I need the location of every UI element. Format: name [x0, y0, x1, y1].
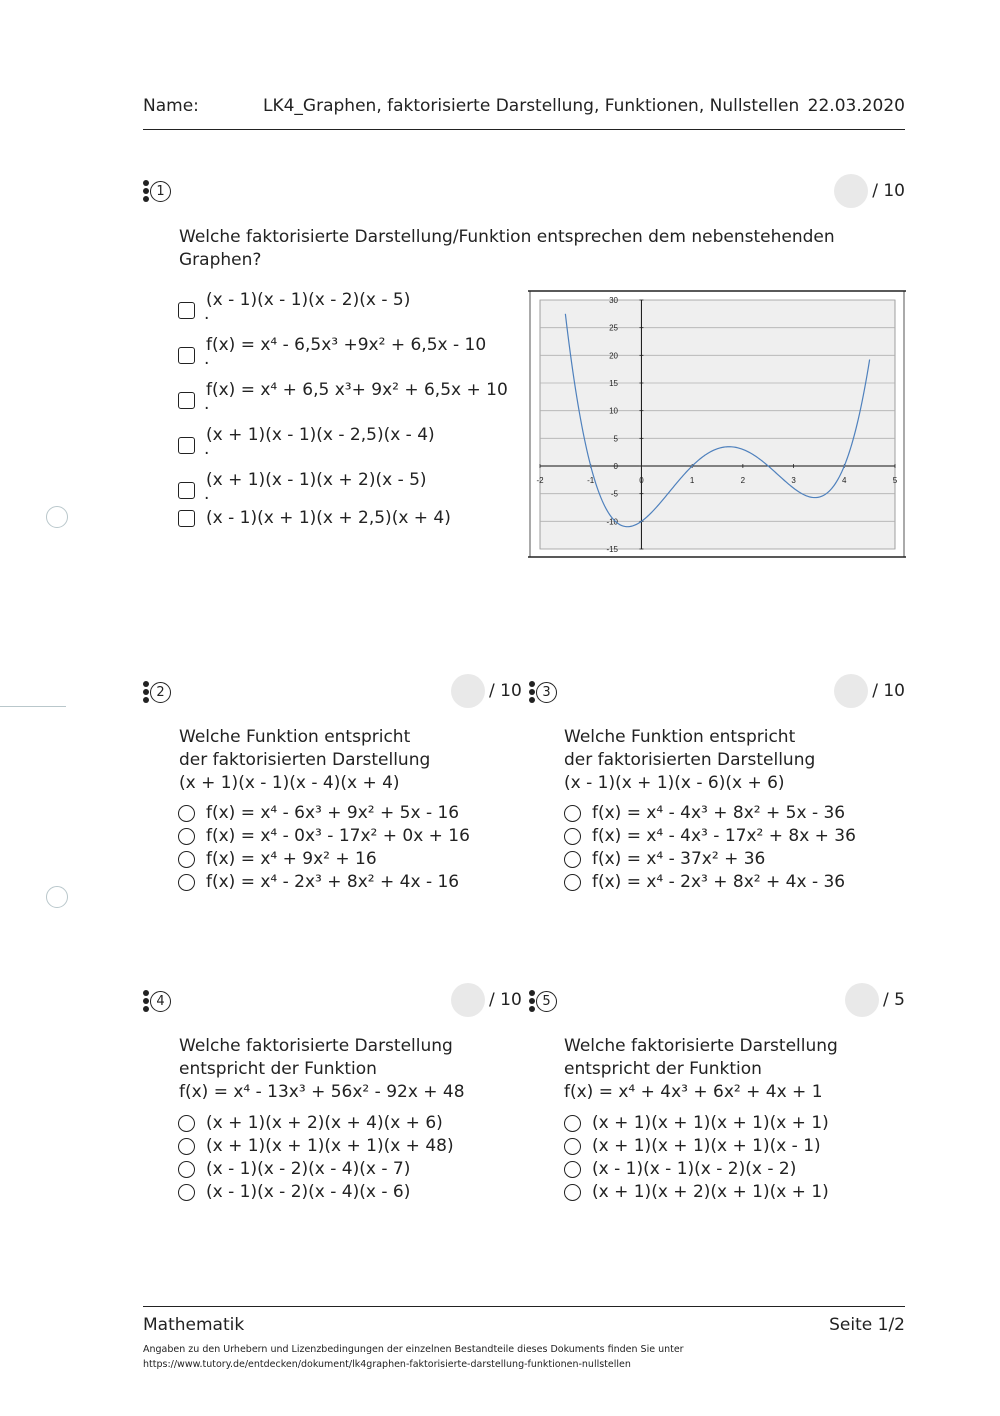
task-4-number [143, 990, 171, 1012]
radio-button[interactable] [564, 1184, 581, 1201]
question-line: Welche faktorisierte Darstellung [179, 1036, 453, 1056]
option-label: f(x) = x⁴ + 6,5 x³+ 9x² + 6,5x + 10 [206, 379, 508, 400]
x-tick-label: 1 [689, 476, 695, 485]
task-1-option[interactable] [178, 370, 508, 414]
task-number-circle: 4 [150, 991, 171, 1012]
task-dots-icon [143, 990, 149, 1012]
question-line: (x + 1)(x - 1)(x - 4)(x + 4) [179, 773, 400, 793]
question-line: (x - 1)(x + 1)(x - 6)(x + 6) [564, 773, 785, 793]
option-label: (x + 1)(x + 2)(x + 4)(x + 6) [206, 1113, 443, 1133]
plot-area [540, 300, 895, 549]
option-label: f(x) = x⁴ - 4x³ + 8x² + 5x - 36 [592, 803, 846, 823]
task-4-option[interactable] [178, 1112, 443, 1134]
option-separator: . [204, 439, 210, 459]
option-separator: . [204, 304, 210, 324]
x-tick-label: 2 [740, 476, 746, 485]
checkbox[interactable] [178, 437, 195, 454]
score-input[interactable] [845, 983, 879, 1017]
radio-button[interactable] [564, 874, 581, 891]
task-2-question [179, 726, 430, 795]
question-line: f(x) = x⁴ - 13x³ + 56x² - 92x + 48 [179, 1082, 465, 1102]
task-2-option[interactable] [178, 848, 377, 870]
checkbox[interactable] [178, 510, 195, 527]
checkbox[interactable] [178, 482, 195, 499]
task-1-option[interactable] [178, 415, 435, 459]
x-tick-label: 0 [639, 476, 644, 485]
punch-hole-bottom [46, 886, 68, 908]
footer-license-note: Angaben zu den Urhebern und Lizenzbedingungen der einzelnen Bestandteile dieses Dokuments finden Sie unter [143, 1344, 684, 1355]
task-dots-icon [143, 180, 149, 202]
name-label: Name: [143, 96, 199, 116]
task-3-score [834, 674, 905, 708]
task-5-option[interactable] [564, 1135, 821, 1157]
radio-button[interactable] [178, 1184, 195, 1201]
task-1-option[interactable] [178, 325, 487, 369]
radio-button[interactable] [178, 1138, 195, 1155]
y-tick-label: -5 [610, 489, 618, 499]
score-input[interactable] [451, 674, 485, 708]
radio-button[interactable] [564, 1161, 581, 1178]
y-tick-label: 25 [609, 323, 618, 333]
radio-button[interactable] [178, 1115, 195, 1132]
checkbox[interactable] [178, 392, 195, 409]
task-dots-icon [143, 681, 149, 703]
x-tick-label: -2 [536, 476, 544, 485]
y-tick-label: 5 [613, 434, 618, 444]
option-separator: . [204, 394, 210, 414]
option-label: (x - 1)(x + 1)(x + 2,5)(x + 4) [206, 508, 451, 528]
question-line: entspricht der Funktion [564, 1059, 762, 1079]
task-2-option[interactable] [178, 825, 470, 847]
question-line: entspricht der Funktion [179, 1059, 377, 1079]
document-title: LK4_Graphen, faktorisierte Darstellung, Funktionen, Nullstellen [263, 96, 800, 116]
task-2-option[interactable] [178, 802, 459, 824]
option-separator: . [204, 484, 210, 504]
score-input[interactable] [834, 174, 868, 208]
footer-rule [143, 1306, 905, 1307]
option-label: (x + 1)(x + 2)(x + 1)(x + 1) [592, 1182, 829, 1202]
task-5-score [845, 983, 905, 1017]
checkbox[interactable] [178, 347, 195, 364]
task-2-option[interactable] [178, 871, 459, 893]
task-1-option[interactable] [178, 460, 427, 504]
task-3-option[interactable] [564, 802, 845, 824]
task-1-option[interactable] [178, 507, 451, 529]
footer-license-url[interactable]: https://www.tutory.de/entdecken/dokument/lk4graphen-faktorisierte-darstellung-funktionen-nullstellen [143, 1359, 631, 1370]
task-dots-icon [529, 990, 535, 1012]
task-3-option[interactable] [564, 848, 765, 870]
task-dots-icon [529, 681, 535, 703]
task-1-score [834, 174, 905, 208]
option-label: (x + 1)(x + 1)(x + 1)(x + 1) [592, 1113, 829, 1133]
task-2-number [143, 681, 171, 703]
option-label: (x - 1)(x - 1)(x - 2)(x - 2) [592, 1159, 797, 1179]
option-label: (x - 1)(x - 2)(x - 4)(x - 7) [206, 1159, 411, 1179]
score-input[interactable] [834, 674, 868, 708]
radio-button[interactable] [564, 805, 581, 822]
header-rule [143, 129, 905, 130]
option-label: f(x) = x⁴ - 4x³ - 17x² + 8x + 36 [592, 826, 856, 846]
task-4-score [451, 983, 522, 1017]
task-3-option[interactable] [564, 825, 856, 847]
option-label: (x + 1)(x - 1)(x + 2)(x - 5) [206, 469, 427, 490]
task-3-question [564, 726, 815, 795]
question-line: f(x) = x⁴ + 4x³ + 6x² + 4x + 1 [564, 1082, 823, 1102]
task-4-question [179, 1035, 465, 1104]
y-tick-label: 20 [609, 351, 618, 361]
radio-button[interactable] [564, 1115, 581, 1132]
option-label: f(x) = x⁴ - 6,5x³ +9x² + 6,5x - 10 [206, 334, 487, 355]
option-label: (x + 1)(x + 1)(x + 1)(x + 48) [206, 1136, 454, 1156]
option-label: (x + 1)(x + 1)(x + 1)(x - 1) [592, 1136, 821, 1156]
task-number-circle: 2 [150, 682, 171, 703]
option-label: (x + 1)(x - 1)(x - 2,5)(x - 4) [206, 424, 435, 445]
punch-hole-top [46, 506, 68, 528]
task-number-circle: 3 [536, 682, 557, 703]
score-max: / 10 [872, 181, 905, 201]
option-label: (x - 1)(x - 1)(x - 2)(x - 5) [206, 289, 411, 310]
score-max: / 10 [489, 990, 522, 1010]
task-4-option[interactable] [178, 1158, 410, 1180]
question-line: der faktorisierten Darstellung [179, 750, 431, 770]
task-5-option[interactable] [564, 1181, 829, 1203]
radio-button[interactable] [178, 805, 195, 822]
option-label: f(x) = x⁴ + 9x² + 16 [206, 849, 377, 869]
question-line: Welche faktorisierte Darstellung [564, 1036, 838, 1056]
x-tick-label: -1 [587, 476, 595, 485]
task-3-number [529, 681, 557, 703]
task-2-score [451, 674, 522, 708]
document-date: 22.03.2020 [807, 96, 905, 116]
footer-page-number: Seite 1/2 [829, 1315, 905, 1335]
checkbox[interactable] [178, 302, 195, 319]
option-separator: . [204, 349, 210, 369]
function-graph [528, 288, 906, 560]
x-tick-label: 4 [842, 476, 847, 485]
radio-button[interactable] [564, 851, 581, 868]
task-number-circle: 5 [536, 991, 557, 1012]
y-tick-label: 15 [609, 379, 618, 388]
y-tick-label: 10 [609, 406, 618, 416]
question-line: Welche faktorisierte Darstellung/Funktion entsprechen dem nebenstehenden [179, 227, 835, 247]
task-3-option[interactable] [564, 871, 845, 893]
task-5-option[interactable] [564, 1112, 829, 1134]
task-4-option[interactable] [178, 1181, 410, 1203]
score-max: / 10 [489, 681, 522, 701]
option-label: f(x) = x⁴ - 6x³ + 9x² + 5x - 16 [206, 803, 460, 823]
task-4-option[interactable] [178, 1135, 454, 1157]
score-max: / 10 [872, 681, 905, 701]
x-tick-label: 3 [791, 476, 796, 485]
y-tick-label: -10 [606, 517, 618, 527]
question-line: der faktorisierten Darstellung [564, 750, 816, 770]
score-input[interactable] [451, 983, 485, 1017]
option-label: f(x) = x⁴ - 2x³ + 8x² + 4x - 36 [592, 872, 846, 892]
option-label: f(x) = x⁴ - 2x³ + 8x² + 4x - 16 [206, 872, 460, 892]
x-tick-label: 5 [892, 476, 898, 485]
task-5-number [529, 990, 557, 1012]
task-5-option[interactable] [564, 1158, 796, 1180]
task-1-number [143, 180, 171, 202]
question-line: Graphen? [179, 250, 262, 270]
radio-button[interactable] [178, 828, 195, 845]
y-tick-label: -15 [606, 545, 618, 554]
footer-subject: Mathematik [143, 1315, 245, 1335]
question-line: Welche Funktion entspricht [179, 727, 411, 747]
y-tick-label: 30 [609, 296, 618, 305]
radio-button[interactable] [178, 1161, 195, 1178]
task-number-circle: 1 [150, 181, 171, 202]
radio-button[interactable] [564, 1138, 581, 1155]
option-label: f(x) = x⁴ - 37x² + 36 [592, 849, 766, 869]
radio-button[interactable] [564, 828, 581, 845]
radio-button[interactable] [178, 874, 195, 891]
option-label: f(x) = x⁴ - 0x³ - 17x² + 0x + 16 [206, 826, 470, 846]
task-1-option[interactable] [178, 280, 411, 324]
option-label: (x - 1)(x - 2)(x - 4)(x - 6) [206, 1182, 411, 1202]
task-1-question [179, 226, 835, 272]
y-tick-label: 0 [613, 462, 618, 471]
score-max: / 5 [883, 990, 905, 1010]
question-line: Welche Funktion entspricht [564, 727, 796, 747]
task-5-question [564, 1035, 838, 1104]
radio-button[interactable] [178, 851, 195, 868]
fold-mark [0, 706, 66, 707]
